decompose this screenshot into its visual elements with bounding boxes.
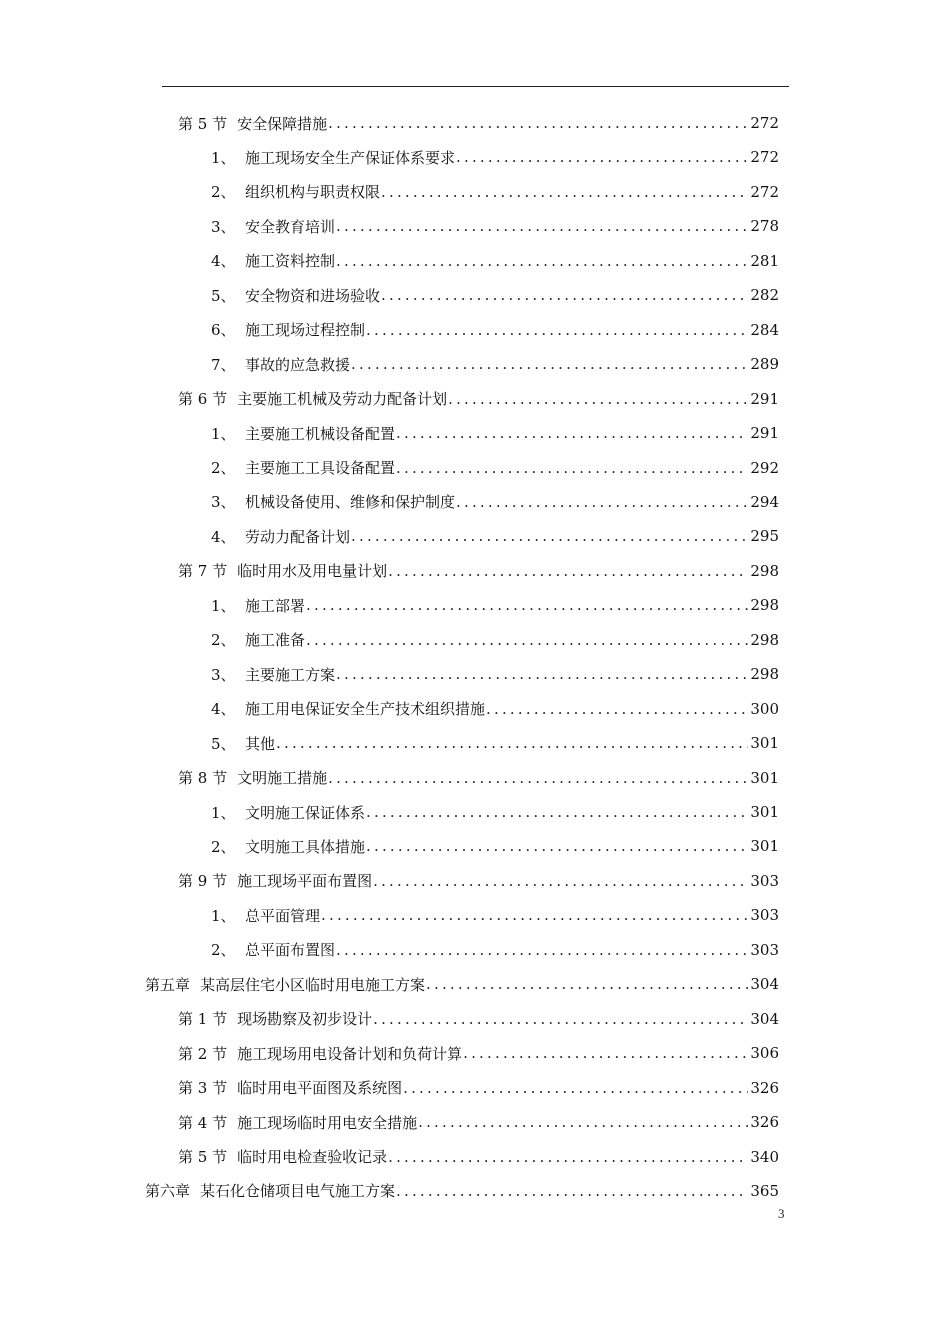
toc-entry-item[interactable] [211, 175, 779, 209]
toc-entry-title: 施工资料控制 [245, 252, 336, 271]
toc-entry-item[interactable] [211, 726, 779, 760]
toc-entry-title: 主要施工机械及劳动力配备计划 [237, 390, 448, 409]
toc-entry-title: 文明施工保证体系 [245, 803, 366, 822]
toc-entry-number: 3、 [211, 493, 236, 512]
toc-entry-page: 298 [750, 596, 779, 615]
toc-entry-page: 303 [750, 871, 779, 890]
toc-entry-number: 1、 [211, 424, 236, 443]
page-number: 3 [778, 1206, 785, 1221]
toc-entry-title: 施工部署 [245, 596, 306, 615]
toc-entry-page: 272 [750, 114, 779, 132]
toc-entry-item[interactable] [211, 347, 779, 381]
toc-dot-leader [351, 355, 748, 373]
toc-entry-number: 3、 [211, 217, 236, 236]
toc-entry-title: 安全物资和进场验收 [245, 286, 381, 305]
toc-entry-item[interactable] [211, 657, 779, 691]
toc-entry-item[interactable] [211, 313, 779, 347]
toc-entry-number: 3、 [211, 665, 236, 684]
toc-entry-page: 301 [750, 768, 779, 787]
toc-dot-leader [328, 114, 748, 132]
toc-entry-number: 第 9 节 [178, 872, 228, 891]
toc-entry-item[interactable] [211, 416, 779, 450]
toc-entry-title: 总平面管理 [245, 906, 321, 925]
toc-dot-leader [321, 906, 748, 924]
toc-dot-leader [306, 596, 748, 614]
toc-entry-title: 现场勘察及初步设计 [237, 1010, 373, 1029]
toc-entry-section[interactable] [178, 1071, 779, 1105]
toc-dot-leader [456, 148, 748, 166]
toc-entry-number: 第 2 节 [178, 1044, 228, 1063]
toc-entry-number: 1、 [211, 803, 236, 822]
toc-dot-leader [366, 837, 748, 855]
toc-dot-leader [486, 700, 748, 718]
toc-dot-leader [456, 493, 748, 511]
toc-entry-item[interactable] [211, 140, 779, 174]
toc-dot-leader [306, 631, 748, 649]
toc-entry-chapter[interactable] [145, 1174, 779, 1208]
toc-dot-leader [373, 1010, 748, 1028]
toc-dot-leader [396, 1182, 748, 1200]
toc-dot-leader [366, 803, 748, 821]
toc-dot-leader [336, 941, 748, 959]
toc-entry-number: 4、 [211, 700, 236, 719]
toc-entry-number: 4、 [211, 527, 236, 546]
toc-entry-page: 304 [750, 1009, 779, 1028]
toc-entry-title: 主要施工机械设备配置 [245, 424, 396, 443]
toc-entry-title: 施工用电保证安全生产技术组织措施 [245, 700, 486, 719]
toc-entry-number: 2、 [211, 837, 236, 856]
toc-entry-title: 安全教育培训 [245, 217, 336, 236]
toc-entry-page: 303 [750, 906, 779, 925]
toc-entry-number: 7、 [211, 355, 236, 374]
toc-entry-item[interactable] [211, 588, 779, 622]
toc-entry-item[interactable] [211, 623, 779, 657]
toc-entry-number: 第 5 节 [178, 1148, 228, 1166]
toc-entry-number: 2、 [211, 631, 236, 650]
toc-entry-chapter[interactable] [145, 967, 779, 1001]
toc-entry-page: 326 [750, 1078, 779, 1097]
toc-entry-section[interactable] [178, 382, 779, 416]
toc-entry-page: 340 [750, 1147, 779, 1166]
toc-entry-title: 机械设备使用、维修和保护制度 [245, 493, 456, 512]
toc-entry-title: 文明施工具体措施 [245, 837, 366, 856]
toc-entry-item[interactable] [211, 898, 779, 932]
toc-dot-leader [403, 1079, 748, 1097]
toc-dot-leader [276, 734, 748, 752]
toc-entry-page: 298 [750, 630, 779, 649]
toc-entry-item[interactable] [211, 692, 779, 726]
toc-entry-page: 304 [750, 975, 779, 994]
toc-entry-number: 第 1 节 [178, 1010, 228, 1029]
toc-entry-section[interactable] [178, 1140, 779, 1174]
toc-dot-leader [418, 1113, 748, 1131]
toc-entry-title: 劳动力配备计划 [245, 527, 351, 546]
toc-entry-title: 施工现场临时用电安全措施 [237, 1113, 418, 1132]
toc-dot-leader [396, 459, 748, 477]
toc-entry-section[interactable] [178, 106, 779, 140]
toc-dot-leader [381, 183, 748, 201]
toc-entry-number: 1、 [211, 596, 236, 615]
toc-entry-item[interactable] [211, 519, 779, 553]
toc-entry-number: 5、 [211, 734, 236, 753]
toc-entry-number: 4、 [211, 252, 236, 271]
toc-entry-item[interactable] [211, 829, 779, 863]
toc-entry-title: 某石化仓储项目电气施工方案 [200, 1182, 396, 1201]
toc-entry-page: 295 [750, 527, 779, 546]
toc-dot-leader [336, 665, 748, 683]
toc-entry-page: 301 [750, 734, 779, 753]
toc-entry-number: 1、 [211, 906, 236, 925]
toc-entry-title: 事故的应急救援 [245, 355, 351, 374]
toc-entry-section[interactable] [178, 1002, 779, 1036]
toc-dot-leader [388, 1148, 748, 1166]
toc-entry-page: 294 [750, 492, 779, 511]
toc-entry-page: 303 [750, 940, 779, 959]
toc-entry-page: 291 [750, 389, 779, 408]
toc-entry-section[interactable] [178, 554, 779, 588]
toc-dot-leader [373, 872, 748, 890]
toc-entry-number: 第 6 节 [178, 390, 228, 409]
toc-entry-section[interactable] [178, 1105, 779, 1139]
toc-entry-number: 1、 [211, 148, 236, 167]
toc-entry-item[interactable] [211, 451, 779, 485]
toc-entry-section[interactable] [178, 761, 779, 795]
toc-dot-leader [351, 527, 748, 545]
toc-entry-title: 临时用水及用电量计划 [237, 562, 388, 581]
toc-dot-leader [336, 217, 748, 235]
toc-entry-number: 2、 [211, 941, 236, 960]
toc-entry-page: 306 [750, 1044, 779, 1063]
toc-entry-item[interactable] [211, 933, 779, 967]
toc-entry-page: 289 [750, 355, 779, 374]
toc-dot-leader [426, 975, 748, 993]
toc-entry-title: 总平面布置图 [245, 941, 336, 960]
toc-entry-number: 第六章 [145, 1182, 191, 1201]
toc-entry-item[interactable] [211, 278, 779, 312]
toc-dot-leader [328, 769, 748, 787]
toc-entry-page: 272 [750, 148, 779, 167]
toc-entry-page: 301 [750, 803, 779, 821]
toc-entry-page: 326 [750, 1113, 779, 1132]
toc-dot-leader [396, 424, 748, 442]
toc-entry-page: 300 [750, 699, 779, 718]
toc-entry-title: 临时用电平面图及系统图 [237, 1079, 403, 1098]
toc-entry-number: 第 7 节 [178, 562, 228, 581]
toc-entry-page: 284 [750, 320, 779, 339]
toc-entry-title: 某高层住宅小区临时用电施工方案 [200, 975, 426, 994]
toc-entry-title: 施工准备 [245, 631, 306, 650]
toc-entry-item[interactable] [211, 209, 779, 243]
toc-entry-number: 第 8 节 [178, 769, 228, 788]
toc-entry-title: 组织机构与职责权限 [245, 183, 381, 202]
toc-entry-number: 2、 [211, 459, 236, 477]
toc-entry-page: 281 [750, 251, 779, 270]
toc-entry-section[interactable] [178, 864, 779, 898]
toc-entry-item[interactable] [211, 244, 779, 278]
toc-entry-title: 其他 [245, 734, 276, 753]
toc-entry-title: 主要施工方案 [245, 665, 336, 684]
toc-dot-leader [463, 1044, 748, 1062]
toc-entry-page: 278 [750, 217, 779, 236]
toc-entry-page: 291 [750, 424, 779, 443]
toc-entry-item[interactable] [211, 795, 779, 829]
toc-entry-title: 施工现场用电设备计划和负荷计算 [237, 1044, 463, 1063]
toc-entry-number: 第 5 节 [178, 114, 228, 133]
toc-entry-title: 施工现场平面布置图 [237, 872, 373, 891]
toc-entry-title: 施工现场安全生产保证体系要求 [245, 148, 456, 167]
header-rule [162, 86, 789, 87]
toc-entry-page: 365 [750, 1181, 779, 1200]
toc-entry-page: 292 [750, 458, 779, 477]
toc-dot-leader [388, 562, 748, 580]
toc-entry-page: 282 [750, 286, 779, 305]
toc-dot-leader [336, 252, 748, 270]
toc-entry-section[interactable] [178, 1036, 779, 1070]
toc-entry-page: 298 [750, 561, 779, 580]
toc-entry-number: 第 4 节 [178, 1113, 228, 1132]
toc-entry-number: 2、 [211, 183, 236, 202]
toc-entry-number: 第 3 节 [178, 1079, 228, 1098]
toc-entry-number: 5、 [211, 286, 236, 305]
toc-entry-title: 安全保障措施 [237, 114, 328, 133]
toc-dot-leader [381, 286, 748, 304]
toc-entry-number: 6、 [211, 321, 236, 340]
toc-dot-leader [448, 390, 748, 408]
toc-entry-item[interactable] [211, 485, 779, 519]
toc-entry-title: 文明施工措施 [237, 769, 328, 788]
toc-entry-number: 第五章 [145, 975, 191, 994]
toc-entry-title: 施工现场过程控制 [245, 321, 366, 340]
toc-entry-title: 主要施工工具设备配置 [245, 459, 396, 477]
toc-dot-leader [366, 321, 748, 339]
toc-entry-title: 临时用电检查验收记录 [237, 1148, 388, 1166]
toc-entry-page: 298 [750, 665, 779, 684]
toc-entry-page: 272 [750, 182, 779, 201]
toc-entry-page: 301 [750, 837, 779, 856]
